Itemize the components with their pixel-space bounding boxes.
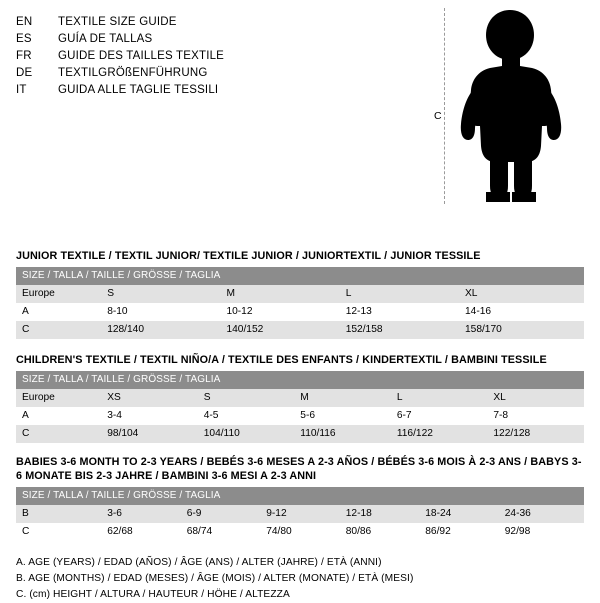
section-title-babies: BABIES 3-6 MONTH TO 2-3 YEARS / BEBÉS 3-6 MESES A 2-3 AÑOS / BÉBÉS 3-6 MOIS À 2-3 ANS / BABYS 3-6 MONATE BIS 2-3 JAHRE / BAMBINI 3-6 MESI A 2-3 ANNI (16, 456, 582, 482)
language-row (16, 31, 446, 48)
cell: 110/116 (294, 425, 391, 443)
cell: M (220, 285, 339, 303)
row-label: A (16, 407, 101, 425)
cell: 9-12 (260, 505, 340, 523)
band-label: SIZE / TALLA / TAILLE / GRÖSSE / TAGLIA (16, 267, 584, 285)
height-measure-label: C (434, 110, 442, 122)
language-code: FR (16, 50, 32, 62)
cell: 3-6 (101, 505, 181, 523)
cell: 152/158 (340, 321, 459, 339)
figure-area (432, 6, 592, 206)
toddler-silhouette-icon (446, 6, 576, 204)
language-title: TEXTILGRÖßENFÜHRUNG (58, 67, 208, 79)
cell: XL (487, 389, 584, 407)
cell: 10-12 (220, 303, 339, 321)
cell: 92/98 (499, 523, 584, 541)
cell: 62/68 (101, 523, 181, 541)
cell: 80/86 (340, 523, 420, 541)
cell: M (294, 389, 391, 407)
cell: L (340, 285, 459, 303)
cell: 12-18 (340, 505, 420, 523)
section-title-children: CHILDREN'S TEXTILE / TEXTIL NIÑO/A / TEXTILE DES ENFANTS / KINDERTEXTIL / BAMBINI TESSILE (16, 354, 547, 366)
language-title-block (16, 14, 446, 99)
language-title: GUIDA ALLE TAGLIE TESSILI (58, 84, 219, 96)
footnote-c: C. (cm) HEIGHT / ALTURA / HAUTEUR / HÖHE / ALTEZZA (16, 589, 290, 600)
cell: XL (459, 285, 584, 303)
row-label: C (16, 523, 101, 541)
cell: 116/122 (391, 425, 488, 443)
language-code: DE (16, 67, 33, 79)
row-label: C (16, 321, 101, 339)
language-code: IT (16, 84, 27, 96)
language-code: ES (16, 33, 32, 45)
footnotes (16, 555, 584, 603)
spacer (16, 443, 584, 455)
language-row (16, 14, 446, 31)
cell: 18-24 (419, 505, 499, 523)
row-label: A (16, 303, 101, 321)
cell: 7-8 (487, 407, 584, 425)
language-row (16, 65, 446, 82)
cell: 74/80 (260, 523, 340, 541)
cell: 122/128 (487, 425, 584, 443)
language-row (16, 48, 446, 65)
band-label: SIZE / TALLA / TAILLE / GRÖSSE / TAGLIA (16, 487, 584, 505)
cell: 104/110 (198, 425, 295, 443)
footnote-a: A. AGE (YEARS) / EDAD (AÑOS) / ÂGE (ANS) / ALTER (JAHRE) / ETÀ (ANNI) (16, 557, 382, 568)
table-babies (16, 487, 584, 541)
cell: 8-10 (101, 303, 220, 321)
table-row (16, 303, 584, 321)
table-row (16, 285, 584, 303)
cell: S (198, 389, 295, 407)
cell: 14-16 (459, 303, 584, 321)
language-code: EN (16, 16, 33, 28)
cell: 6-9 (181, 505, 261, 523)
cell: 3-4 (101, 407, 198, 425)
table-row (16, 321, 584, 339)
cell: 98/104 (101, 425, 198, 443)
footnote-b: B. AGE (MONTHS) / EDAD (MESES) / ÂGE (MOIS) / ALTER (MONATE) / ETÀ (MESI) (16, 573, 414, 584)
row-label: Europe (16, 285, 101, 303)
table-children (16, 371, 584, 443)
cell: 4-5 (198, 407, 295, 425)
cell: 5-6 (294, 407, 391, 425)
height-measure-line (444, 8, 445, 204)
cell: 6-7 (391, 407, 488, 425)
spacer (16, 339, 584, 353)
table-band-header (16, 371, 584, 389)
cell: 128/140 (101, 321, 220, 339)
section-title-junior: JUNIOR TEXTILE / TEXTIL JUNIOR/ TEXTILE JUNIOR / JUNIORTEXTIL / JUNIOR TESSILE (16, 250, 481, 262)
row-label: C (16, 425, 101, 443)
section-babies (16, 455, 584, 541)
cell: 158/170 (459, 321, 584, 339)
cell: 140/152 (220, 321, 339, 339)
language-row (16, 82, 446, 99)
table-row (16, 389, 584, 407)
language-title: GUÍA DE TALLAS (58, 33, 153, 45)
cell: 24-36 (499, 505, 584, 523)
language-title: GUIDE DES TAILLES TEXTILE (58, 50, 225, 62)
cell: L (391, 389, 488, 407)
table-row (16, 407, 584, 425)
table-row (16, 523, 584, 541)
section-junior (16, 249, 584, 339)
table-band-header (16, 267, 584, 285)
cell: S (101, 285, 220, 303)
table-junior (16, 267, 584, 339)
language-title: TEXTILE SIZE GUIDE (58, 16, 177, 28)
row-label: Europe (16, 389, 101, 407)
cell: 86/92 (419, 523, 499, 541)
cell: 12-13 (340, 303, 459, 321)
cell: 68/74 (181, 523, 261, 541)
table-row (16, 425, 584, 443)
row-label: B (16, 505, 101, 523)
cell: XS (101, 389, 198, 407)
band-label: SIZE / TALLA / TAILLE / GRÖSSE / TAGLIA (16, 371, 584, 389)
table-band-header (16, 487, 584, 505)
table-row (16, 505, 584, 523)
section-children (16, 353, 584, 443)
